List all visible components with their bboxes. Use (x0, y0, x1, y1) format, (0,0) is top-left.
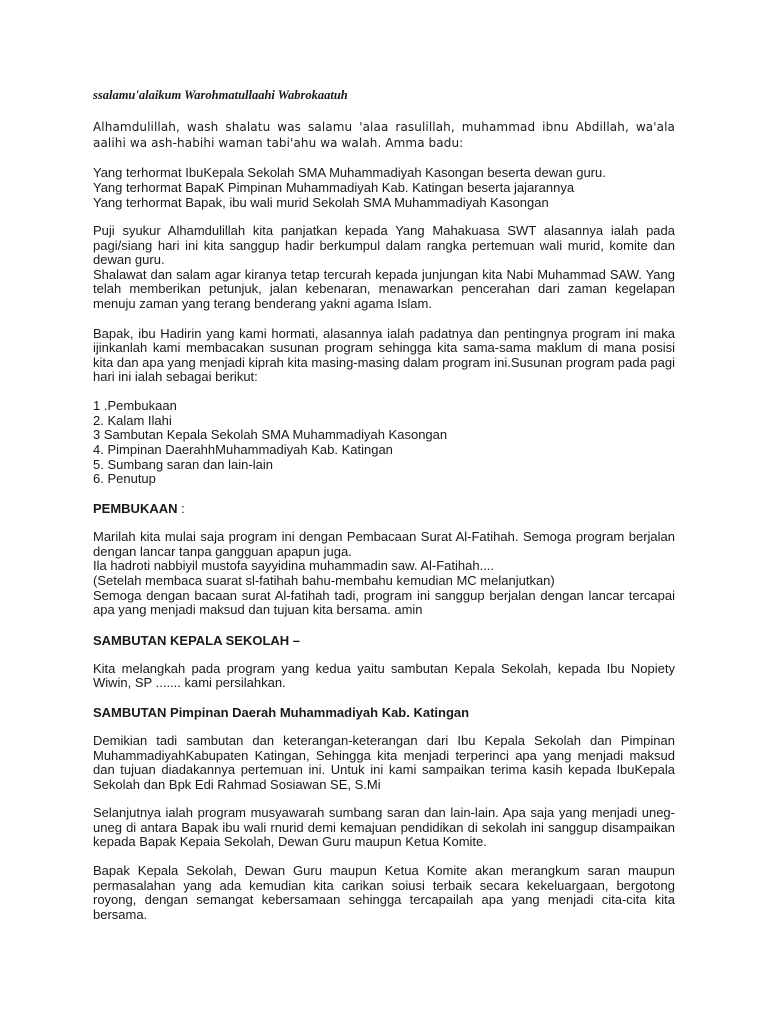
salutation-line: Yang terhormat IbuKepala Sekolah SMA Muhammadiyah Kasongan beserta dewan guru. (93, 165, 606, 180)
pembukaan-heading-colon: : (177, 501, 185, 517)
agenda-item: 5. Sumbang saran dan lain-lain (93, 456, 273, 472)
agenda-item: 3 Sambutan Kepala Sekolah SMA Muhammadiyah Kasongan (93, 427, 448, 443)
agenda-item: 4. Pimpinan DaerahhMuhammadiyah Kab. Katingan (93, 442, 393, 458)
pembukaan-line: (Setelah membaca suarat sl-fatihah bahu-membahu kemudian MC melanjutkan) (93, 572, 555, 588)
sambutan-pimpinan-heading: SAMBUTAN Pimpinan Daerah Muhammadiyah Kab. Katingan (93, 704, 470, 720)
agenda-item: 6. Penutup (93, 471, 156, 487)
program-intro-paragraph: Bapak, ibu Hadirin yang kami hormati, alasannya ialah padatnya dan pentingnya program ini maka ijinkanlah kami membacakan susunan program sehingga kita sama-sama maklum di mana posisi kita dan apa yang menjadi kiprah kita masing-masing dalam program ini.Susunan program pada pagi hari ini ialah sebagai berikut: (93, 325, 675, 385)
pembukaan-heading (93, 501, 675, 516)
musyawarah-paragraph: Selanjutnya ialah program musyawarah sumbang saran dan lain-lain. Apa saja yang menjadi uneg-uneg di antara Bapak ibu wali rnurid demi kemajuan pendidikan di sekolah ini sanggup disampaikan kepada Bapak Kepaia Sekolah, Dewan Guru maupun Ketua Komite. (93, 805, 675, 850)
salutation-line: Yang terhormat Bapak, ibu wali murid Sekolah SMA Muhammadiyah Kasongan (93, 195, 549, 210)
salam-header: ssalamu'alaikum Warohmatullaahi Wabrokaatuh (93, 88, 348, 102)
pembukaan-line: Ila hadroti nabbiyil mustofa sayyidina muhammadin saw. Al-Fatihah.... (93, 558, 495, 574)
pembukaan-section (93, 530, 675, 618)
sambutan-kepsek-heading: SAMBUTAN KEPALA SEKOLAH – (93, 632, 301, 648)
agenda-item: 2. Kalam Ilahi (93, 412, 172, 428)
closing-paragraph: Bapak Kepala Sekolah, Dewan Guru maupun Ketua Komite akan merangkum saran maupun permasalahan yang ada kemudian kita carikan soiusi terbaik secara kekeluargaan, bergotong royong, dengan semangat kebersamaan sehingga tercapailah apa yang menjadi cita-cita kita bersama. (93, 863, 675, 922)
pembukaan-line: Marilah kita mulai saja program ini dengan Pembacaan Surat Al-Fatihah. Semoga program berjalan dengan lancar tanpa gangguan apapun juga. (93, 529, 675, 559)
intro-paragraph: Puji syukur Alhamdulillah kita panjatkan kepada Yang Mahakuasa SWT alasannya ialah pada pagi/siang hari ini kita sanggup hadir berkumpul dalam rangka pertemuan wali murid, komite dan dewan guru. (93, 223, 675, 268)
salutations-block (93, 165, 675, 210)
pembukaan-line: Semoga dengan bacaan surat Al-fatihah tadi, program ini sanggup berjalan dengan lancar tercapai apa yang menjadi maksud dan tujuan kita bersama. amin (93, 587, 675, 618)
sambutan-pimpinan-paragraph: Demikian tadi sambutan dan keterangan-keterangan dari Ibu Kepala Sekolah dan Pimpinan MuhammadiyahKabupaten Katingan, Sehingga kita menjadi terperinci apa yang menjadi maksud dan tujuan diadakannya pertemuan ini. Untuk ini kami sampaikan terima kasih kepada IbuKepala Sekolah dan Bpk Edi Rahmad Sosiawan SE, S.Mi (93, 732, 675, 792)
salutation-line: Yang terhormat BapaK Pimpinan Muhammadiyah Kab. Katingan beserta jajarannya (93, 180, 575, 195)
opening-paragraph: Alhamdulillah, wash shalatu was salamu 'alaa rasulillah, muhammad ibnu Abdillah, wa'ala aalihi wa ash-habihi waman tabi'ahu wa walah. Amma badu: (93, 120, 675, 150)
agenda-item: 1 .Pembukaan (93, 397, 177, 413)
pembukaan-heading-text: PEMBUKAAN (93, 501, 178, 517)
intro-section (93, 224, 675, 312)
sambutan-kepsek-paragraph: Kita melangkah pada program yang kedua yaitu sambutan Kepala Sekolah, kepada Ibu Nopiety Wiwin, SP ....... kami persilahkan. (93, 660, 675, 691)
shalawat-paragraph: Shalawat dan salam agar kiranya tetap tercurah kepada junjungan kita Nabi Muhammad SAW. Yang telah memberikan petunjuk, jalan kebenaran, menawarkan pencerahan dari zaman kegelapan menuju zaman yang terang benderang yakni agama Islam. (93, 266, 675, 311)
agenda-list (93, 399, 675, 487)
